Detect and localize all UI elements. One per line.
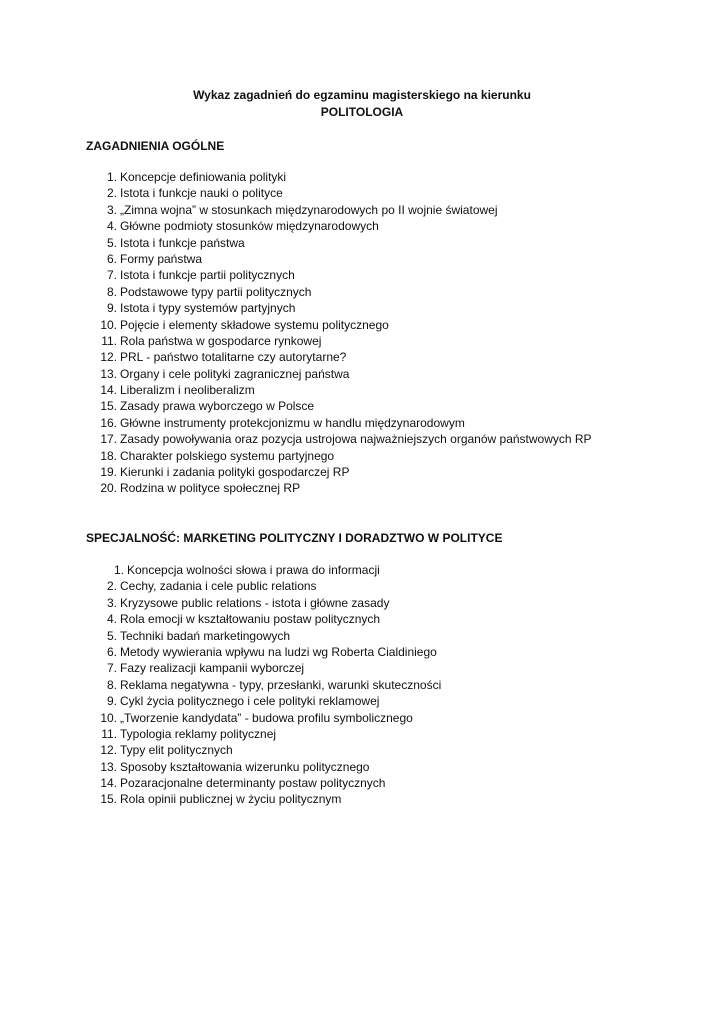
list-item xyxy=(86,464,592,480)
list-item xyxy=(86,628,441,644)
list-item-number: 18. xyxy=(100,448,117,463)
list-item-text: Sposoby kształtowania wizerunku politycznego xyxy=(120,759,370,774)
list-item-text: Kryzysowe public relations - istota i główne zasady xyxy=(120,595,390,610)
list-item-text: Podstawowe typy partii politycznych xyxy=(120,284,312,299)
list-item xyxy=(86,431,592,447)
list-item-text: Koncepcja wolności słowa i prawa do informacji xyxy=(127,563,380,577)
list-item-number: 5. xyxy=(106,235,117,250)
list-item-text: Rola opinii publicznej w życiu politycznym xyxy=(120,792,342,807)
list-item-text: PRL - państwo totalitarne czy autorytarne? xyxy=(120,350,347,365)
list-item-number: 20. xyxy=(100,481,117,496)
list-item xyxy=(86,235,592,251)
list-item-number: 15. xyxy=(100,399,117,414)
list-item-text: „Zimna wojna” w stosunkach międzynarodowych po II wojnie światowej xyxy=(120,202,498,217)
list-item-number: 12. xyxy=(100,350,117,365)
list-item-text: Zasady prawa wyborczego w Polsce xyxy=(120,399,315,414)
specialty-topics-list xyxy=(86,562,441,808)
list-item-text: Fazy realizacji kampanii wyborczej xyxy=(120,661,305,676)
list-item-number: 3. xyxy=(106,595,117,610)
list-item-number: 1. xyxy=(106,170,117,184)
list-item-number: 14. xyxy=(100,776,117,791)
list-item-text: Pozaracjonalne determinanty postaw politycznych xyxy=(120,776,386,791)
list-item-number: 6. xyxy=(106,251,117,266)
list-item-text: Rola emocji w kształtowaniu postaw politycznych xyxy=(120,612,381,627)
list-item-text: Typy elit politycznych xyxy=(120,743,233,758)
list-item-number: 13. xyxy=(100,366,117,381)
list-item xyxy=(86,284,592,300)
list-item-text: Typologia reklamy politycznej xyxy=(120,726,277,741)
list-item-text: Pojęcie i elementy składowe systemu politycznego xyxy=(120,317,389,332)
list-item xyxy=(86,644,441,660)
list-item-text: Istota i typy systemów partyjnych xyxy=(120,301,296,316)
list-item-text: Metody wywierania wpływu na ludzi wg Roberta Cialdiniego xyxy=(120,644,437,659)
list-item xyxy=(86,742,441,758)
list-item xyxy=(86,317,592,333)
list-item xyxy=(86,693,441,709)
list-item-number: 6. xyxy=(106,644,117,659)
list-item xyxy=(86,267,592,283)
list-item-number: 16. xyxy=(100,415,117,430)
list-item xyxy=(86,562,441,578)
list-item-text: Główne instrumenty protekcjonizmu w handlu międzynarodowym xyxy=(120,415,465,430)
list-item xyxy=(86,480,592,496)
section-heading-specialty: SPECJALNOŚĆ: MARKETING POLITYCZNY I DORADZTWO W POLITYCE xyxy=(86,531,503,545)
list-item-text: Rola państwa w gospodarce rynkowej xyxy=(120,333,322,348)
list-item xyxy=(86,448,592,464)
list-item-number: 3. xyxy=(106,202,117,217)
list-item xyxy=(86,300,592,316)
list-item-number: 9. xyxy=(106,301,117,316)
list-item-text: Istota i funkcje nauki o polityce xyxy=(120,186,283,201)
list-item xyxy=(86,578,441,594)
list-item-number: 10. xyxy=(100,317,117,332)
list-item-number: 8. xyxy=(106,284,117,299)
list-item-text: Istota i funkcje partii politycznych xyxy=(120,268,295,283)
general-topics-list xyxy=(86,169,592,497)
list-item-number: 11. xyxy=(101,726,117,741)
list-item-number: 11. xyxy=(101,333,117,348)
list-item-text: Główne podmioty stosunków międzynarodowych xyxy=(120,219,379,234)
list-item-text: Cykl życia politycznego i cele polityki reklamowej xyxy=(120,694,380,709)
list-item-number: 19. xyxy=(100,465,117,480)
list-item xyxy=(86,677,441,693)
list-item-number: 2. xyxy=(106,186,117,201)
list-item-number: 7. xyxy=(106,661,117,676)
list-item-text: Organy i cele polityki zagranicznej państwa xyxy=(120,366,350,381)
list-item xyxy=(86,218,592,234)
list-item xyxy=(86,791,441,807)
list-item-text: Zasady powoływania oraz pozycja ustrojowa najważniejszych organów państwowych RP xyxy=(120,432,592,447)
list-item xyxy=(86,333,592,349)
list-item xyxy=(86,759,441,775)
list-item-text: Liberalizm i neoliberalizm xyxy=(120,383,255,398)
list-item xyxy=(86,185,592,201)
list-item-number: 8. xyxy=(106,677,117,692)
section-heading-general: ZAGADNIENIA OGÓLNE xyxy=(86,139,225,153)
list-item-text: Kierunki i zadania polityki gospodarczej RP xyxy=(120,465,350,480)
list-item-number: 15. xyxy=(100,792,117,807)
list-item xyxy=(86,710,441,726)
list-item xyxy=(86,398,592,414)
list-item-text: Koncepcje definiowania polityki xyxy=(120,170,287,184)
list-item-number: 7. xyxy=(106,268,117,283)
list-item xyxy=(86,726,441,742)
list-item xyxy=(86,415,592,431)
list-item xyxy=(86,202,592,218)
list-item xyxy=(86,349,592,365)
list-item-text: Rodzina w polityce społecznej RP xyxy=(120,481,301,496)
list-item-number: 4. xyxy=(106,219,117,234)
list-item-text: „Tworzenie kandydata” - budowa profilu symbolicznego xyxy=(120,710,413,725)
list-item-number: 1. xyxy=(113,563,124,577)
list-item-number: 4. xyxy=(106,612,117,627)
list-item-text: Formy państwa xyxy=(120,251,203,266)
list-item-number: 13. xyxy=(100,759,117,774)
list-item xyxy=(86,611,441,627)
list-item-number: 14. xyxy=(100,383,117,398)
list-item-text: Charakter polskiego systemu partyjnego xyxy=(120,448,335,463)
list-item-text: Reklama negatywna - typy, przesłanki, warunki skuteczności xyxy=(120,677,442,692)
list-item-number: 2. xyxy=(106,579,117,594)
list-item-number: 5. xyxy=(106,628,117,643)
document-title xyxy=(0,87,724,121)
list-item xyxy=(86,595,441,611)
document-title-line-1: Wykaz zagadnień do egzaminu magisterskiego na kierunku xyxy=(193,88,531,102)
document-title-line-2: POLITOLOGIA xyxy=(320,105,404,119)
list-item xyxy=(86,366,592,382)
list-item-text: Cechy, zadania i cele public relations xyxy=(120,579,317,594)
list-item xyxy=(86,169,592,185)
list-item-number: 9. xyxy=(106,694,117,709)
list-item-text: Istota i funkcje państwa xyxy=(120,235,245,250)
list-item-number: 10. xyxy=(100,710,117,725)
list-item xyxy=(86,660,441,676)
list-item xyxy=(86,775,441,791)
list-item-number: 17. xyxy=(100,432,117,447)
list-item xyxy=(86,382,592,398)
list-item-number: 12. xyxy=(100,743,117,758)
list-item-text: Techniki badań marketingowych xyxy=(120,628,291,643)
list-item xyxy=(86,251,592,267)
